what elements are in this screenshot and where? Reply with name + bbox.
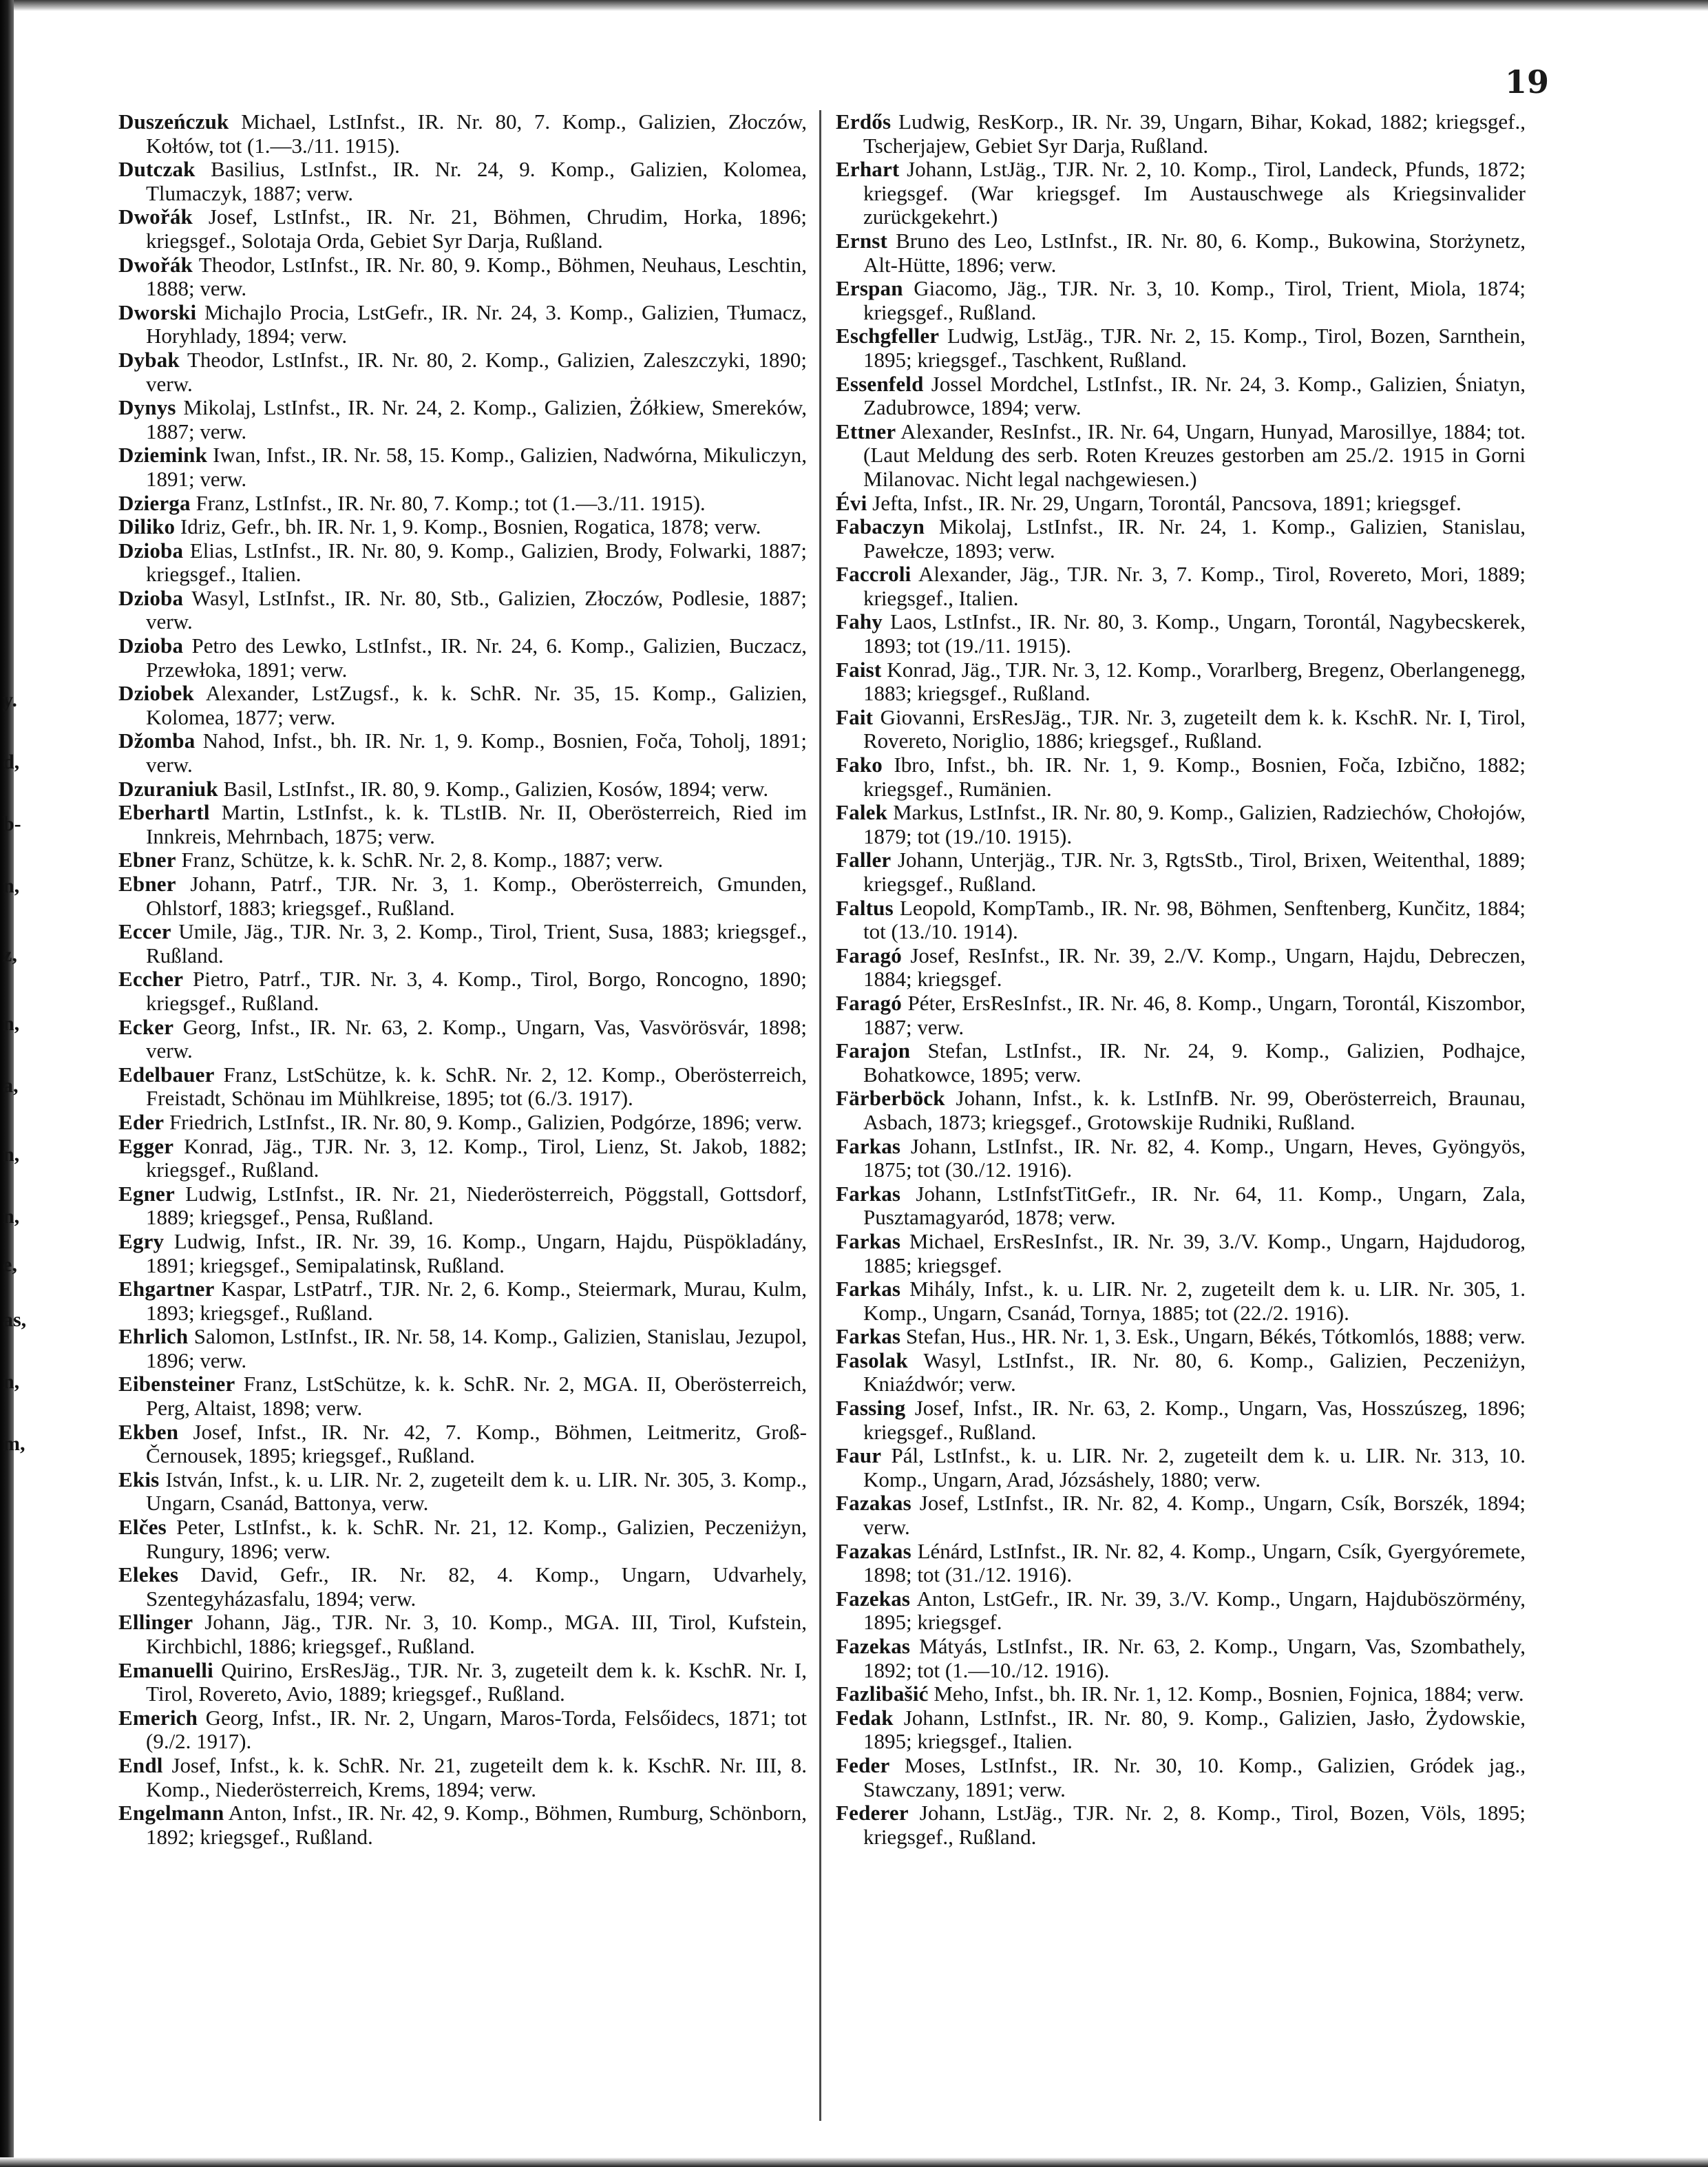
entry-surname: Dutczak [118,157,196,182]
entry-details: Leopold, KompTamb., IR. Nr. 98, Böhmen, Senftenberg, Kunčitz, 1884; tot (13./10. 1914). [863,895,1526,944]
entry-surname: Erspan [836,276,903,301]
entry-surname: Dwořák [118,205,193,229]
marginalia-fragment: b- [3,813,21,835]
entry-surname: Farkas [836,1133,901,1158]
list-entry [836,1325,1526,1349]
entry-details: Michajlo Procia, LstGefr., IR. Nr. 24, 3. Komp., Galizien, Tłumacz, Horyhlady, 1894; verw. [146,300,807,348]
entry-surname: Ebner [118,848,176,872]
list-entry [118,253,807,301]
entry-details: Alexander, Jäg., TJR. Nr. 3, 7. Komp., Tirol, Rovereto, Mori, 1889; kriegsgef., Italien. [863,562,1526,610]
list-entry [118,1421,807,1468]
list-entry [118,1182,807,1230]
entry-details: Giovanni, ErsResJäg., TJR. Nr. 3, zugeteilt dem k. k. KschR. Nr. I, Tirol, Rovereto, Noriglio, 1886; kriegsgef., Rußland. [863,704,1526,753]
list-entry [836,420,1526,492]
list-entry [836,1396,1526,1444]
entry-details: Anton, Infst., IR. Nr. 42, 9. Komp., Böhmen, Rumburg, Schönborn, 1892; kriegsgef., Rußland. [146,1801,807,1849]
entry-details: Peter, LstInfst., k. k. SchR. Nr. 21, 12. Komp., Galizien, Peczeniżyn, Rungury, 1896; verw. [146,1515,807,1563]
entry-surname: Falek [836,800,888,825]
entry-surname: Erhart [836,157,900,182]
entry-details: Johann, LstJäg., TJR. Nr. 2, 10. Komp., Tirol, Landeck, Pfunds, 1872; kriegsgef. (War kriegsgef. Im Austauschwege als Kriegsinvalider zurückgekehrt.) [863,157,1526,229]
entry-details: Ludwig, ResKorp., IR. Nr. 39, Ungarn, Bihar, Kokad, 1882; kriegsgef., Tscherjajew, Gebiet Syr Darja, Rußland. [863,109,1526,158]
entry-details: Laos, LstInfst., IR. Nr. 80, 3. Komp., Ungarn, Torontál, Nagybecskerek, 1893; tot (19./11. 1915). [863,609,1526,658]
list-entry [118,515,807,539]
list-entry [118,492,807,516]
list-entry [836,1039,1526,1087]
list-entry [836,563,1526,610]
entry-details: Mikolaj, LstInfst., IR. Nr. 24, 1. Komp., Galizien, Stanislau, Pawełcze, 1893; verw. [863,514,1526,563]
entry-surname: Fahy [836,609,883,634]
entry-surname: Farkas [836,1228,901,1253]
entry-details: Johann, LstInfst., IR. Nr. 80, 9. Komp., Galizien, Jasło, Żydowskie, 1895; kriegsgef., Italien. [863,1705,1526,1754]
entry-surname: Ebner [118,872,176,896]
list-entry [836,610,1526,658]
entry-details: Johann, Infst., k. k. LstInfB. Nr. 99, Oberösterreich, Braunau, Asbach, 1873; kriegsgef., Grotowskije Rudniki, Rußland. [863,1086,1526,1134]
list-entry [118,729,807,777]
entry-details: Salomon, LstInfst., IR. Nr. 58, 14. Komp., Galizien, Stanislau, Jezupol, 1896; verw. [146,1324,807,1372]
entry-details: Elias, LstInfst., IR. Nr. 80, 9. Komp., Galizien, Brody, Folwarki, 1887; kriegsgef., Italien. [146,538,807,587]
list-entry [836,515,1526,563]
marginalia-fragment: m, [3,1432,25,1455]
entry-surname: Eccer [118,919,171,944]
entry-surname: Fazakas [836,1491,911,1516]
entry-details: Umile, Jäg., TJR. Nr. 3, 2. Komp., Tirol, Trient, Susa, 1883; kriegsgef., Rußland. [146,919,807,967]
entry-details: István, Infst., k. u. LIR. Nr. 2, zugeteilt dem k. u. LIR. Nr. 305, 3. Komp., Ungarn, Csanád, Battonya, verw. [146,1467,807,1516]
entry-surname: Évi [836,490,867,515]
entry-surname: Erdős [836,109,892,134]
entry-surname: Dybak [118,347,180,372]
entry-surname: Eberhartl [118,800,210,825]
entry-details: Ludwig, Infst., IR. Nr. 39, 16. Komp., Ungarn, Hajdu, Püspökladány, 1891; kriegsgef., Semipalatinsk, Rußland. [146,1228,807,1277]
entry-surname: Farajon [836,1038,911,1063]
marginalia-fragment: n, [3,875,20,897]
entry-details: Idriz, Gefr., bh. IR. Nr. 1, 9. Komp., Bosnien, Rogatica, 1878; verw. [175,514,761,539]
list-entry [118,634,807,682]
entry-details: Josef, Infst., k. k. SchR. Nr. 21, zugeteilt dem k. k. KschR. Nr. III, 8. Komp., Niederösterreich, Krems, 1894; verw. [146,1752,807,1801]
list-entry [118,1016,807,1063]
right-column [836,110,1526,1849]
entry-details: Friedrich, LstInfst., IR. Nr. 80, 9. Komp., Galizien, Podgórze, 1896; verw. [164,1109,803,1134]
entry-surname: Ehrlich [118,1324,189,1349]
entry-surname: Fassing [836,1396,906,1421]
entry-details: Theodor, LstInfst., IR. Nr. 80, 9. Komp., Böhmen, Neuhaus, Leschtin, 1888; verw. [146,252,807,301]
entry-surname: Eder [118,1109,165,1134]
left-column [118,110,807,1849]
column-divider [819,110,821,2121]
list-entry [118,539,807,587]
entry-surname: Egner [118,1181,175,1206]
list-entry [118,1563,807,1611]
entry-details: Pietro, Patrf., TJR. Nr. 3, 4. Komp., Tirol, Borgo, Roncogno, 1890; kriegsgef., Rußland. [146,967,807,1015]
entry-details: Basilius, LstInfst., IR. Nr. 24, 9. Komp., Galizien, Kolomea, Tlumaczyk, 1887; verw. [146,157,807,205]
entry-details: Johann, LstJäg., TJR. Nr. 2, 8. Komp., Tirol, Bozen, Völs, 1895; kriegsgef., Rußland. [863,1801,1526,1849]
list-entry [118,1659,807,1706]
list-entry [836,324,1526,372]
entry-details: Martin, LstInfst., k. k. TLstIB. Nr. II, Oberösterreich, Ried im Innkreis, Mehrnbach, 1875; verw. [146,800,807,848]
entry-details: Péter, ErsResInfst., IR. Nr. 46, 8. Komp., Ungarn, Torontál, Kiszombor, 1887; verw. [863,990,1526,1039]
list-entry [836,1277,1526,1325]
entry-details: Johann, LstInfst., IR. Nr. 82, 4. Komp., Ungarn, Heves, Gyöngyös, 1875; tot (30./12. 1916). [863,1133,1526,1182]
entry-surname: Färberböck [836,1086,945,1111]
entry-details: Quirino, ErsResJäg., TJR. Nr. 3, zugeteilt dem k. k. KschR. Nr. I, Tirol, Rovereto, Avio, 1889; kriegsgef., Rußland. [146,1657,807,1706]
list-entry [836,110,1526,158]
entry-surname: Egger [118,1133,174,1158]
marginalia-fragment: a, [3,1074,19,1097]
entry-surname: Faltus [836,895,894,920]
entry-surname: Džomba [118,729,196,753]
entry-surname: Faist [836,657,882,682]
list-entry [118,205,807,253]
list-entry [836,658,1526,706]
list-entry [836,1635,1526,1682]
list-entry [836,992,1526,1039]
marginalia-fragment: n, [3,1143,20,1166]
entry-surname: Elčes [118,1515,167,1540]
entry-details: Wasyl, LstInfst., IR. Nr. 80, 6. Komp., Galizien, Peczeniżyn, Kniaźdwór; verw. [863,1348,1526,1396]
entry-surname: Fazekas [836,1586,911,1611]
entry-details: Stefan, Hus., HR. Nr. 1, 3. Esk., Ungarn, Békés, Tótkomlós, 1888; verw. [900,1324,1526,1349]
entry-surname: Fabaczyn [836,514,925,539]
entry-details: Jefta, Infst., IR. Nr. 29, Ungarn, Torontál, Pancsova, 1891; kriegsgef. [867,490,1462,515]
entry-details: Bruno des Leo, LstInfst., IR. Nr. 80, 6. Komp., Bukowina, Storżynetz, Alt-Hütte, 1896; verw. [863,228,1526,277]
entry-details: Meho, Infst., bh. IR. Nr. 1, 12. Komp., Bosnien, Fojnica, 1884; verw. [928,1682,1524,1706]
marginalia-fragment: as, [3,1308,27,1331]
entry-surname: Ellinger [118,1610,193,1635]
marginalia-fragment: n, [3,1205,20,1228]
list-entry [836,492,1526,516]
entry-surname: Fait [836,704,874,729]
entry-surname: Faller [836,848,892,872]
entry-details: Nahod, Infst., bh. IR. Nr. 1, 9. Komp., Bosnien, Foča, Toholj, 1891; verw. [146,729,807,777]
entry-surname: Farkas [836,1324,901,1349]
entry-details: Jossel Mordchel, LstInfst., IR. Nr. 24, 3. Komp., Galizien, Śniatyn, Zadubrowce, 1894; verw. [863,371,1526,420]
list-entry [118,801,807,848]
entry-details: Johann, Patrf., TJR. Nr. 3, 1. Komp., Oberösterreich, Gmunden, Ohlstorf, 1883; kriegsgef., Rußland. [146,872,807,920]
entry-surname: Dynys [118,395,176,420]
entry-details: Pál, LstInfst., k. u. LIR. Nr. 2, zugeteilt dem k. u. LIR. Nr. 313, 10. Komp., Ungarn, Arad, Józsáshely, 1880; verw. [863,1443,1526,1491]
entry-details: Josef, ResInfst., IR. Nr. 39, 2./V. Komp., Ungarn, Hajdu, Debreczen, 1884; kriegsgef. [863,943,1526,992]
entry-surname: Farkas [836,1277,901,1301]
marginalia-fragment: e, [3,1253,17,1276]
entry-details: Franz, LstInfst., IR. Nr. 80, 7. Komp.; tot (1.—3./11. 1915). [190,490,706,515]
entry-surname: Elekes [118,1562,179,1587]
list-entry [836,1087,1526,1134]
page-number: 19 [1504,63,1549,101]
list-entry [836,1135,1526,1182]
list-entry [836,1706,1526,1754]
entry-details: Stefan, LstInfst., IR. Nr. 24, 9. Komp., Galizien, Podhajce, Bohatkowce, 1895; verw. [863,1038,1526,1087]
entry-surname: Fasolak [836,1348,908,1372]
marginalia-fragment: y. [3,689,17,711]
entry-details: Anton, LstGefr., IR. Nr. 39, 3./V. Komp., Ungarn, Hajduböszörmény, 1895; kriegsgef. [863,1586,1526,1635]
entry-surname: Egry [118,1228,165,1253]
entry-surname: Ehgartner [118,1277,215,1301]
entry-surname: Diliko [118,514,176,539]
entry-surname: Fako [836,753,883,777]
marginalia-fragment: z, [3,943,17,966]
entry-details: Johann, Jäg., TJR. Nr. 3, 10. Komp., MGA. III, Tirol, Kufstein, Kirchbichl, 1886; kriegsgef., Rußland. [146,1610,807,1658]
entry-surname: Dzioba [118,634,184,658]
entry-surname: Endl [118,1752,163,1777]
list-entry [836,1444,1526,1491]
entry-details: Basil, LstInfst., IR. 80, 9. Komp., Galizien, Kosów, 1894; verw. [218,776,769,801]
entry-details: Ibro, Infst., bh. IR. Nr. 1, 9. Komp., Bosnien, Foča, Izbično, 1882; kriegsgef., Rumänien. [863,753,1526,801]
entry-details: Konrad, Jäg., TJR. Nr. 3, 12. Komp., Vorarlberg, Bregenz, Oberlangenegg, 1883; kriegsgef., Rußland. [863,657,1526,706]
entry-details: Lénárd, LstInfst., IR. Nr. 82, 4. Komp., Ungarn, Csík, Gyergyóremete, 1898; tot (31./12. 1916). [863,1538,1526,1587]
entry-details: Kaspar, LstPatrf., TJR. Nr. 2, 6. Komp., Steiermark, Murau, Kulm, 1893; kriegsgef., Rußland. [146,1277,807,1325]
entry-details: Georg, Infst., IR. Nr. 2, Ungarn, Maros-Torda, Felsőidecs, 1871; tot (9./2. 1917). [146,1705,807,1754]
entry-surname: Fedak [836,1705,894,1730]
list-entry [118,682,807,729]
list-entry [836,897,1526,944]
entry-details: Franz, LstSchütze, k. k. SchR. Nr. 2, 12. Komp., Oberösterreich, Freistadt, Schönau im Mühlkreise, 1895; tot (6./3. 1917). [146,1062,807,1111]
list-entry [118,301,807,348]
entry-surname: Dziobek [118,681,194,706]
list-entry [118,1611,807,1658]
entry-surname: Ecker [118,1014,174,1039]
entry-details: Petro des Lewko, LstInfst., IR. Nr. 24, 6. Komp., Galizien, Buczacz, Przewłoka, 1891; verw. [146,634,807,682]
entry-surname: Dzuraniuk [118,776,218,801]
list-entry [836,1682,1526,1706]
list-entry [118,1754,807,1801]
entry-details: Johann, LstInfstTitGefr., IR. Nr. 64, 11. Komp., Ungarn, Zala, Pusztamagyaród, 1878; verw. [863,1181,1526,1230]
list-entry [118,1063,807,1111]
entry-details: Franz, Schütze, k. k. SchR. Nr. 2, 8. Komp., 1887; verw. [176,848,664,872]
list-entry [118,1706,807,1754]
entry-surname: Ernst [836,228,888,253]
list-entry [118,587,807,634]
list-entry [836,801,1526,848]
list-entry [118,1372,807,1420]
list-entry [118,1468,807,1516]
list-entry [836,229,1526,277]
list-entry [118,920,807,967]
list-entry [118,348,807,396]
entry-surname: Ekben [118,1419,179,1444]
list-entry [836,848,1526,896]
entry-details: Theodor, LstInfst., IR. Nr. 80, 2. Komp., Galizien, Zaleszczyki, 1890; verw. [146,347,807,396]
entry-surname: Ettner [836,419,896,443]
entry-details: Michael, LstInfst., IR. Nr. 80, 7. Komp., Galizien, Złoczów, Kołtów, tot (1.—3./11. 1915). [146,109,807,158]
scan-edge-top [0,0,1708,11]
list-entry [836,753,1526,801]
list-entry [118,1516,807,1563]
entry-surname: Duszeńczuk [118,109,229,134]
entry-details: Mátyás, LstInfst., IR. Nr. 63, 2. Komp., Ungarn, Vas, Szombathely, 1892; tot (1.—10./12. 1916). [863,1634,1526,1682]
entry-surname: Emerich [118,1705,198,1730]
entry-surname: Faur [836,1443,882,1468]
list-entry [118,1277,807,1325]
list-entry [836,944,1526,992]
entry-details: Moses, LstInfst., IR. Nr. 30, 10. Komp., Galizien, Gródek jag., Stawczany, 1891; verw. [863,1752,1526,1801]
list-entry [118,777,807,802]
entry-surname: Dworski [118,300,197,324]
entry-details: Michael, ErsResInfst., IR. Nr. 39, 3./V. Komp., Ungarn, Hajdudorog, 1885; kriegsgef. [863,1228,1526,1277]
entry-surname: Engelmann [118,1801,224,1825]
entry-surname: Edelbauer [118,1062,215,1087]
list-entry [836,158,1526,229]
entry-surname: Dzioba [118,538,184,563]
entry-surname: Fazlibašić [836,1682,929,1706]
list-entry [836,1349,1526,1396]
entry-details: Alexander, LstZugsf., k. k. SchR. Nr. 35, 15. Komp., Galizien, Kolomea, 1877; verw. [146,681,807,729]
list-entry [836,277,1526,324]
entry-details: Josef, LstInfst., IR. Nr. 21, Böhmen, Chrudim, Horka, 1896; kriegsgef., Solotaja Orda, Gebiet Syr Darja, Rußland. [146,205,807,253]
entry-surname: Dzierga [118,490,191,515]
entry-details: Giacomo, Jäg., TJR. Nr. 3, 10. Komp., Tirol, Trient, Miola, 1874; kriegsgef., Rußland. [863,276,1526,324]
entry-details: Iwan, Infst., IR. Nr. 58, 15. Komp., Galizien, Nadwórna, Mikuliczyn, 1891; verw. [146,443,807,491]
list-entry [118,443,807,491]
marginalia-fragment: n, [3,1370,20,1393]
list-entry [836,373,1526,420]
entry-details: Wasyl, LstInfst., IR. Nr. 80, Stb., Galizien, Złoczów, Podlesie, 1887; verw. [146,585,807,634]
list-entry [118,1230,807,1277]
entry-surname: Faccroli [836,562,911,587]
list-entry [836,1801,1526,1849]
entry-surname: Dziemink [118,443,208,468]
entry-details: Franz, LstSchütze, k. k. SchR. Nr. 2, MGA. II, Oberösterreich, Perg, Altaist, 1898; verw. [146,1372,807,1421]
list-entry [836,1587,1526,1635]
list-entry [118,872,807,920]
list-entry [118,396,807,443]
list-entry [118,967,807,1015]
entry-details: Josef, LstInfst., IR. Nr. 82, 4. Komp., Ungarn, Csík, Borszék, 1894; verw. [863,1491,1526,1540]
entry-surname: Eccher [118,967,184,992]
list-entry [836,1491,1526,1539]
entry-surname: Dwořák [118,252,193,277]
entry-surname: Federer [836,1801,909,1825]
entry-details: Markus, LstInfst., IR. Nr. 80, 9. Komp., Galizien, Radziechów, Chołojów, 1879; tot (19./10. 1915). [863,800,1526,848]
entry-surname: Feder [836,1752,890,1777]
list-entry [118,110,807,158]
entry-surname: Eschgfeller [836,324,940,348]
entry-surname: Essenfeld [836,371,924,396]
list-entry [118,158,807,205]
entry-details: Georg, Infst., IR. Nr. 63, 2. Komp., Ungarn, Vas, Vasvörösvár, 1898; verw. [146,1014,807,1063]
marginalia-fragment: d, [3,751,20,773]
list-entry [836,1540,1526,1587]
entry-surname: Ekis [118,1467,160,1491]
entry-details: Mihály, Infst., k. u. LIR. Nr. 2, zugeteilt dem k. u. LIR. Nr. 305, 1. Komp., Ungarn, Csanád, Tornya, 1885; tot (22./2. 1916). [863,1277,1526,1325]
scan-edge-bottom [0,2157,1708,2167]
list-entry [118,1111,807,1135]
list-entry [836,1230,1526,1277]
entry-details: Johann, Unterjäg., TJR. Nr. 3, RgtsStb., Tirol, Brixen, Weitenthal, 1889; kriegsgef., Rußland. [863,848,1526,896]
entry-details: Josef, Infst., IR. Nr. 42, 7. Komp., Böhmen, Leitmeritz, Groß-Černousek, 1895; kriegsgef., Rußland. [146,1419,807,1468]
list-entry [118,848,807,872]
entry-surname: Fazakas [836,1538,911,1563]
entry-surname: Faragó [836,990,902,1015]
list-entry [118,1801,807,1849]
entry-details: Mikolaj, LstInfst., IR. Nr. 24, 2. Komp., Galizien, Żółkiew, Smereków, 1887; verw. [146,395,807,443]
entry-details: Alexander, ResInfst., IR. Nr. 64, Ungarn, Hunyad, Marosillye, 1884; tot. (Laut Meldung des serb. Roten Kreuzes gestorben am 25./2. 1915 in Gorni Milanovac. Nicht legal nachgewiesen.) [863,419,1526,491]
entry-surname: Emanuelli [118,1657,213,1682]
list-entry [836,1754,1526,1801]
entry-details: Josef, Infst., IR. Nr. 63, 2. Komp., Ungarn, Vas, Hosszúszeg, 1896; kriegsgef., Rußland. [863,1396,1526,1444]
list-entry [836,706,1526,753]
list-entry [118,1135,807,1182]
entry-surname: Faragó [836,943,902,967]
marginalia-fragment: n, [3,1012,20,1035]
entry-details: Ludwig, LstInfst., IR. Nr. 21, Niederösterreich, Pöggstall, Gottsdorf, 1889; kriegsgef., Pensa, Rußland. [146,1181,807,1230]
entry-details: David, Gefr., IR. Nr. 82, 4. Komp., Ungarn, Udvarhely, Szentegyházasfalu, 1894; verw. [146,1562,807,1611]
entry-details: Ludwig, LstJäg., TJR. Nr. 2, 15. Komp., Tirol, Bozen, Sarnthein, 1895; kriegsgef., Taschkent, Rußland. [863,324,1526,372]
entry-surname: Farkas [836,1181,901,1206]
list-entry [118,1325,807,1372]
entry-surname: Eibensteiner [118,1372,235,1396]
list-entry [836,1182,1526,1230]
entry-surname: Dzioba [118,585,184,610]
entry-details: Konrad, Jäg., TJR. Nr. 3, 12. Komp., Tirol, Lienz, St. Jakob, 1882; kriegsgef., Rußland. [146,1133,807,1182]
entry-surname: Fazekas [836,1634,911,1658]
